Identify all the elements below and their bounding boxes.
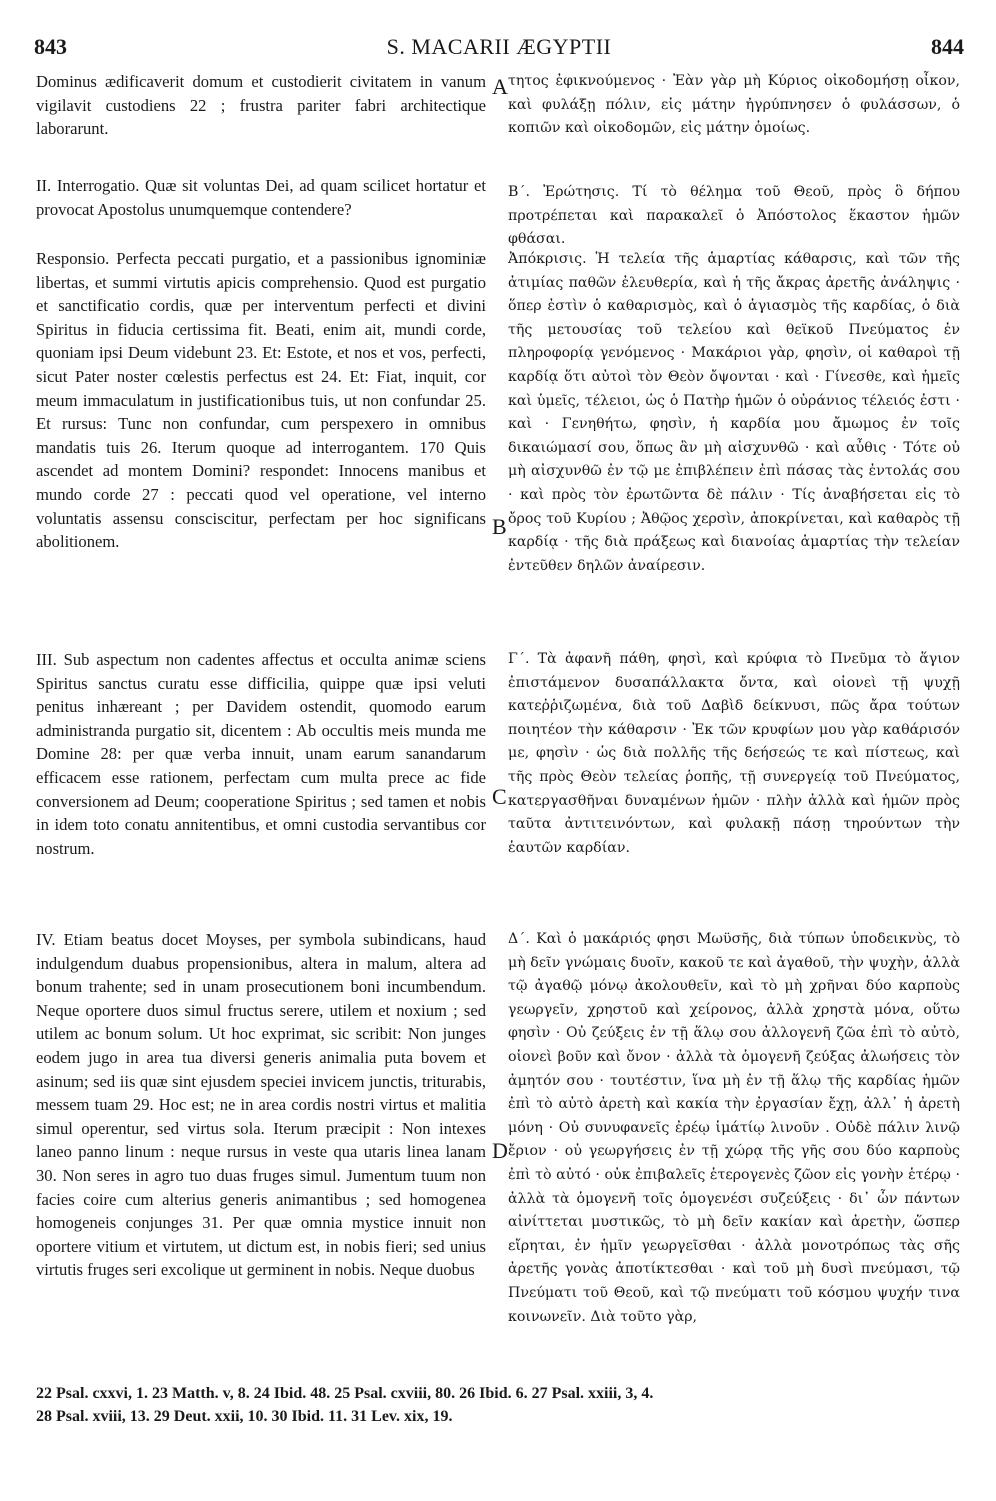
page-number-right: 844 <box>931 34 964 59</box>
latin-paragraph-iii: III. Sub aspectum non cadentes affectus et occulta animæ sciens Spiritus sanctus curatu esse difficilia, quippe quæ ipsi veluti penitus inhæreant ; per Davidem ostendit, quomodo earum administranda purgatio sit, dicentem : Ab occultis meis munda me Domine 28: per quæ verba innuit, unam earum sanandarum efficacem esse rationem, perfectam cum multa prece ac fide conversionem ad Deum; cooperatione Spiritus ; sed tamen et nobis in idem toto conatu annitentibus, et omni custodia servantibus cor nostrum. <box>36 650 486 858</box>
margin-letter-d: D <box>492 1138 508 1163</box>
page-number-left: 843 <box>34 34 67 59</box>
greek-paragraph-gamma: Γ΄. Τὰ ἀφανῆ πάθη, φησὶ, καὶ κρύφια τὸ Πνεῦμα τὸ ἅγιον ἐπιστάμενον δυσαπάλλακτα ὄντα, καὶ οἱονεὶ τῇ ψυχῇ κατεῤῥιζωμένα, διὰ τοῦ Δαβὶδ δείκνυσι, πῶς ἄρα τούτων ποιητέον τὴν κάθαρσιν · Ἐκ τῶν κρυφίων μου γὰρ καθάρισόν με, φησὶν · ὡς διὰ πολλῆς τῆς δεήσεώς τε καὶ πίστεως, καὶ τῆς πρὸς Θεὸν τελείας ῥοπῆς, τῇ συνεργείᾳ τοῦ Πνεύματος, κατεργασθῆναι δυναμένων ἡμῶν · πλὴν ἀλλὰ καὶ ἡμῶν πρὸς ταῦτα ἀντιτεινόντων, καὶ φυλακῇ πάσῃ τηρούντων τὴν ἑαυτῶν καρδίαν. <box>508 651 960 856</box>
page-header <box>34 34 964 64</box>
margin-letter-a: A <box>492 74 508 99</box>
footnote-line-2: 28 Psal. xviii, 13. 29 Deut. xxii, 10. 30 Ibid. 11. 31 Lev. xix, 19. <box>36 1408 453 1425</box>
margin-letter-b: B <box>492 514 507 539</box>
footnote-line-1: 22 Psal. cxxvi, 1. 23 Matth. v, 8. 24 Ibid. 48. 25 Psal. cxviii, 80. 26 Ibid. 6. 27 Psal. xxiii, 3, 4. <box>36 1385 654 1402</box>
latin-paragraph-responsio: Responsio. Perfecta peccati purgatio, et a passionibus ignominiæ libertas, et summi virtutis apicis comprehensio. Quod est purgatio et sanctificatio cordis, quæ per interventum perfecti et divini Spiritus in fiducia certissima fit. Beati, enim ait, mundi corde, quoniam ipsi Deum videbunt 23. Et: Estote, et nos et vos, perfecti, sicut Pater noster cœlestis perfectus est 24. Et: Fiat, inquit, cor meum immaculatum in justificationibus tuis, ut non confundar 25. Et rursus: Tunc non confundar, cum perspexero in omnibus mandatis tuis 26. Iterum quoque ad interrogantem. 170 Quis ascendet ad montem Domini? respondet: Innocens manibus et mundo corde 27 : peccati quod vel operatione, vel interno voluntatis assensu consciscitur, perfectam per hoc significans abolitionem. <box>36 249 486 552</box>
footnotes <box>36 1382 966 1428</box>
greek-paragraph-intro: τητος ἐφικνούμενος · Ἐὰν γὰρ μὴ Κύριος οἰκοδομήσῃ οἶκον, καὶ φυλάξῃ πόλιν, εἰς μάτην ἠγρύπνησεν ὁ φυλάσσων, ὁ κοπιῶν καὶ οἰκοδομῶν, εἰς μάτην ὁμοίως. <box>508 73 960 137</box>
running-title: S. MACARII ÆGYPTII <box>386 34 612 59</box>
greek-paragraph-apokrisis: Ἀπόκρισις. Ἡ τελεία τῆς ἁμαρτίας κάθαρσις, καὶ τῶν τῆς ἀτιμίας παθῶν ἐλευθερία, καὶ ἡ τῆς ἄκρας ἀρετῆς ἀνάληψις · ὅπερ ἐστὶν ὁ καθαρισμὸς, καὶ ὁ ἁγιασμὸς τῆς καρδίας, ὁ διὰ τῆς μετουσίας τοῦ τελείου καὶ θεϊκοῦ Πνεύματος ἐν πληροφορίᾳ γενόμενος · Μακάριοι γὰρ, φησὶν, οἱ καθαροὶ τῇ καρδίᾳ ὅτι αὐτοὶ τὸν Θεὸν ὄψονται · καὶ · Γίνεσθε, καὶ ἡμεῖς καὶ ὑμεῖς, τέλειοι, ὡς ὁ Πατὴρ ἡμῶν ὁ οὐράνιος τέλειός ἐστι · καὶ · Γενηθήτω, φησὶν, ἡ καρδία μου ἄμωμος ἐν τοῖς δικαιώμασί σου, ὅπως ἂν μὴ αἰσχυνθῶ · καὶ αὖθις · Τότε οὐ μὴ αἰσχυνθῶ ἐν τῷ με ἐπιβλέπειν ἐπὶ πάσας τὰς ἐντολάς σου · καὶ πρὸς τὸν ἐρωτῶντα δὲ πάλιν · Τίς ἀναβήσεται εἰς τὸ ὄρος τοῦ Κυρίου ; Ἀθῷος χερσὶν, ἀποκρίνεται, καὶ καθαρὸς τῇ καρδίᾳ · τῆς διὰ πράξεως καὶ διανοίας ἁμαρτίας τὴν τελείαν ἐντεῦθεν δηλῶν ἀναίρεσιν. <box>508 251 960 574</box>
greek-paragraph-erotesis: Β΄. Ἐρώτησις. Τί τὸ θέλημα τοῦ Θεοῦ, πρὸς ὃ δήπου προτρέπεται καὶ παρακαλεῖ ὁ Ἀπόστολος ἕκαστον ἡμῶν φθάσαι. <box>508 184 960 248</box>
latin-paragraph-intro: Dominus ædificaverit domum et custodierit civitatem in vanum vigilavit custodiens 22 ; frustra pariter fabri architectique laborarunt. <box>36 72 486 139</box>
latin-paragraph-iv: IV. Etiam beatus docet Moyses, per symbola subindicans, haud indulgendum duabus propensionibus, altera in malum, altera ad bonum trahente; sed in unam prosecutionem boni incumbendum. Neque oportere duos simul fructus serere, utilem et noxium ; sed utilem ac bonum solum. Ut hoc exprimat, sic scribit: Non junges eodem jugo in area tua diversi generis animalia puta bovem et asinum; sed iis quæ sint ejusdem speciei invicem junctis, triturabis, messem tuam 29. Hoc est; ne in area cordis nostri virtus et malitia simul operentur, sed virtus sola. Iterum præcipit : Non intexes laneo panno linum : neque rursus in veste qua utaris linea lanam 30. Non seres in agro tuo duas fruges simul. Jumentum tuum non facies coire cum alterius generis animantibus ; sed homogenea homogeneis conjunges 31. Per quæ omnia mystice innuit non oportere vitium et virtutem, ut dictum est, in nobis fieri; sed unius virtutis fruges seri excolique ut germinent in nobis. Neque duobus <box>36 930 486 1280</box>
latin-paragraph-interrogatio: II. Interrogatio. Quæ sit voluntas Dei, ad quam scilicet hortatur et provocat Apostolus unumquemque contendere? <box>36 176 486 219</box>
greek-paragraph-delta: Δ΄. Καὶ ὁ μακάριός φησι Μωϋσῆς, διὰ τύπων ὑποδεικνὺς, τὸ μὴ δεῖν γνώμαις δυοῖν, κακοῦ τε καὶ ἀγαθοῦ, τὴν ψυχὴν, ἀλλὰ τῷ ἀγαθῷ μόνῳ ἀκολουθεῖν, καὶ τὸ μὴ χρῆναι δύο καρποὺς γεωργεῖν, χρηστοῦ καὶ χείρονος, ἀλλὰ χρηστὰ μόνα, οὕτω φησὶν · Οὐ ζεύξεις ἐν τῇ ἅλῳ σου ἀλλογενῆ ζῶα ἐπὶ τὸ αὐτὸ, οἱονεὶ βοῦν καὶ ὄνον · ἀλλὰ τὰ ὁμογενῆ ζεύξας ἀλωήσεις τὸν ἀμητόν σου · τουτέστιν, ἵνα μὴ ἐν τῇ ἅλῳ τῆς καρδίας ἡμῶν ἐπὶ τὸ αὐτὸ ἀρετὴ καὶ κακία τὴν ἐργασίαν ἔχῃ, ἀλλ᾽ ἡ ἀρετὴ μόνη · Οὐ συνυφανεῖς ἐρέῳ ἱμάτίῳ λινοῦν . Οὐδὲ πάλιν λινῷ ἔριον · οὐ γεωργήσεις ἐν τῇ χώρᾳ τῆς γῆς σου δύο καρποὺς ἐπὶ τὸ αὐτό · οὐκ ἐπιβαλεῖς ἑτερογενὲς ζῶον εἰς γονὴν ἑτέρῳ · ἀλλὰ τὰ ὁμογενῆ τοῖς ὁμογενέσι συζεύξεις · δι᾽ ὧν πάντων αἰνίττεται μυστικῶς, τὸ μὴ δεῖν κακίαν καὶ ἀρετὴν, ὥσπερ εἴρηται, ἐν ἡμῖν γεωργεῖσθαι · ἀλλὰ μονοτρόπως τὰς σῆς ἀρετῆς γονὰς ἀποτίκτεσθαι · καὶ τοῦ μὴ δυσὶ πνεύμασι, τῷ Πνεύματι τοῦ Θεοῦ, καὶ τῷ πνεύματι τοῦ κόσμου ψυχήν τινα κοινωνεῖν. Διὰ τοῦτο γὰρ, <box>508 931 960 1325</box>
margin-letter-c: C <box>492 784 507 809</box>
